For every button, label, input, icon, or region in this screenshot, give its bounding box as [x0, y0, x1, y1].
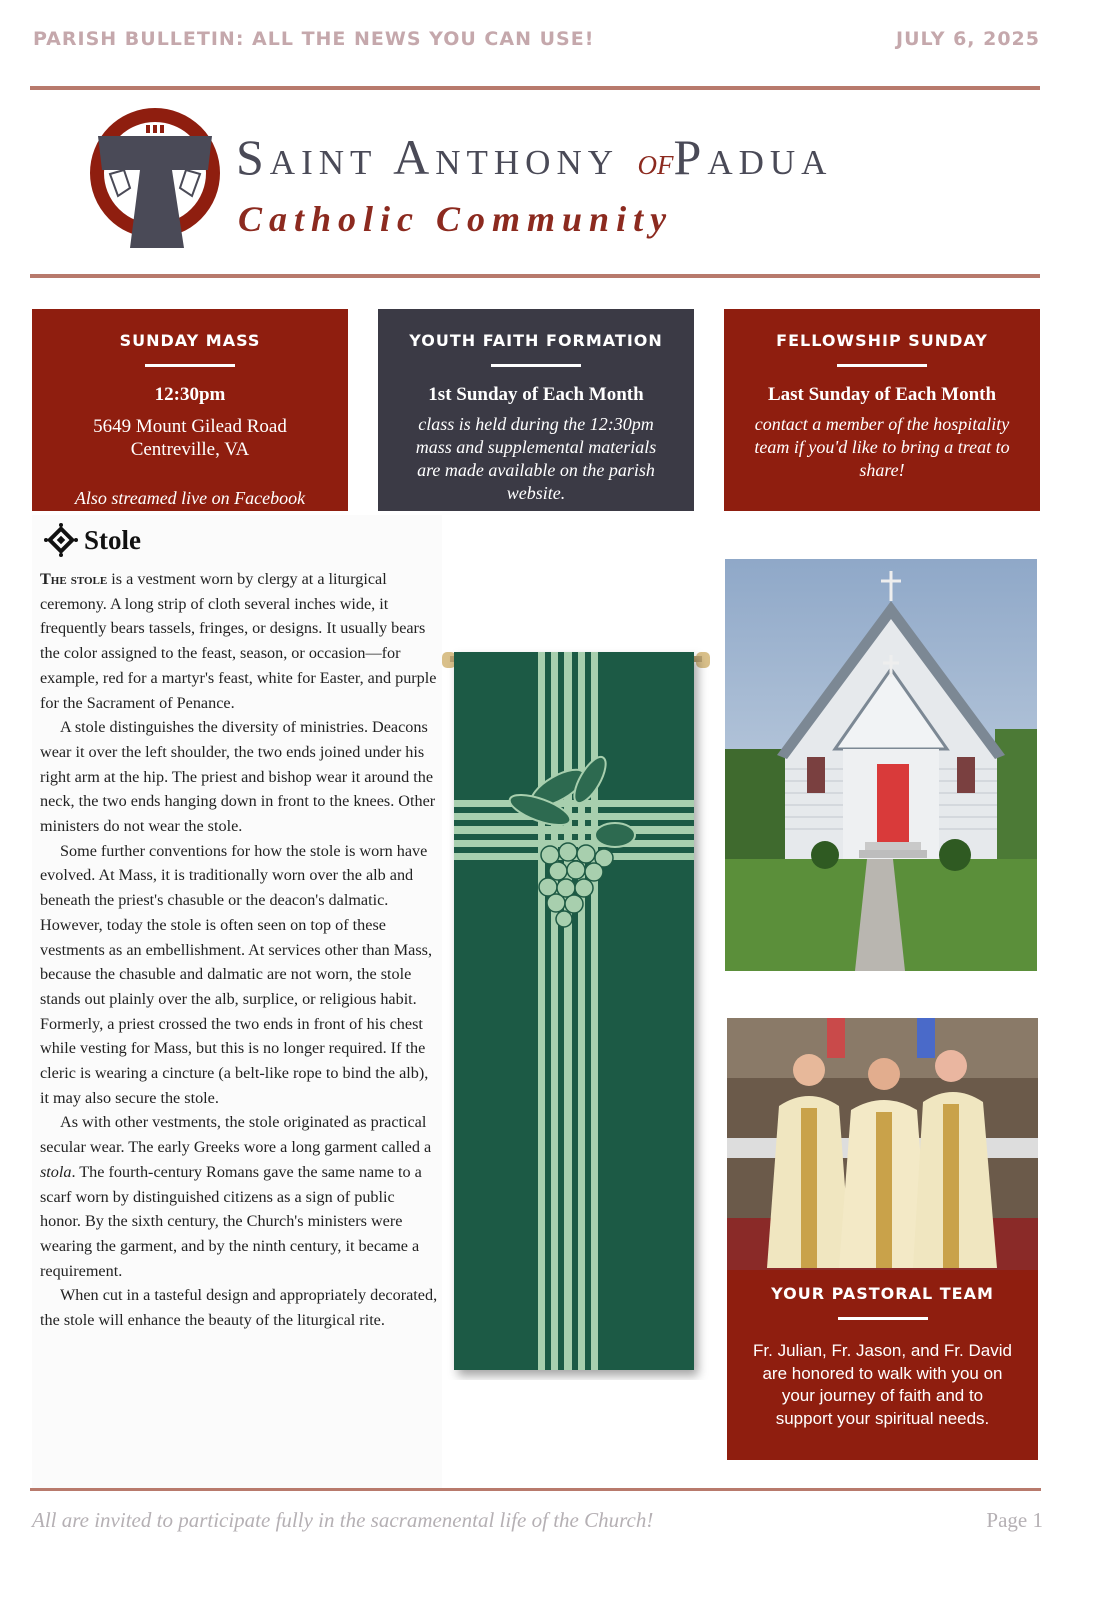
- paragraph: A stole distinguishes the diversity of ministries. Deacons wear it over the left shoulder, the two ends joined under his right arm at the hip. The priest and bishop wear it around the neck, the two ends hanging down in front to the knees. Other ministers do not wear the stole.: [40, 718, 436, 836]
- divider: [837, 364, 927, 367]
- mass-time: 12:30pm: [154, 384, 226, 405]
- divider: [838, 1317, 928, 1320]
- schedule: Last Sunday of Each Month: [767, 384, 997, 405]
- top-rule: [30, 86, 1040, 90]
- youth-formation-box: [378, 309, 694, 511]
- page-number: Page 1: [986, 1508, 1043, 1532]
- ornament-icon: [44, 523, 78, 557]
- stole-banner-image: [440, 640, 720, 1380]
- article-body: [40, 567, 438, 1333]
- address-line: Centreville, VA: [130, 439, 250, 460]
- box-note: contact a member of the hospitality team if you'd like to bring a treat to share!: [754, 414, 1010, 480]
- stole-article: [32, 515, 442, 1490]
- paragraph: As with other vestments, the stole originated as practical secular wear. The early Greeks wore a long garment called a stola. The fourth-century Romans gave the same name to a scarf worn by distinguished citizens as a sign of public honor. By the sixth century, the Church's ministers were wearing the garment, and by the ninth century, it became a requirement.: [40, 1113, 432, 1280]
- address-line: 5649 Mount Gilead Road: [93, 416, 287, 437]
- logo-title: Saint Anthony ofPadua: [236, 129, 833, 185]
- logo-subtitle: Catholic Community: [238, 199, 674, 239]
- bulletin-date: JULY 6, 2025: [896, 28, 1040, 50]
- fellowship-box: [724, 309, 1040, 511]
- schedule: 1st Sunday of Each Month: [428, 384, 644, 405]
- box-note: class is held during the 12:30pm mass and supplemental materials are made available on the parish website.: [415, 414, 657, 503]
- article-heading: [44, 523, 141, 557]
- pastoral-text: Fr. Julian, Fr. Jason, and Fr. David are honored to walk with you on your journey of faith and to support your spiritual needs.: [753, 1341, 1012, 1428]
- mid-rule: [30, 274, 1040, 278]
- divider: [491, 364, 581, 367]
- parish-logo: [90, 108, 990, 258]
- stream-note: Also streamed live on Facebook: [74, 488, 306, 508]
- box-title: FELLOWSHIP SUNDAY: [776, 331, 988, 350]
- church-photo: [725, 559, 1037, 971]
- footer-rule: [30, 1488, 1041, 1491]
- box-title: SUNDAY MASS: [119, 331, 261, 350]
- pastoral-team-photo: [727, 1018, 1038, 1270]
- paragraph: The stole is a vestment worn by clergy at a liturgical ceremony. A long strip of cloth several inches wide, it frequently bears tassels, fringes, or designs. It usually bears the color assigned to the feast, season, or occasion—for example, red for a martyr's feast, white for Easter, and purple for the Sacrament of Penance.: [40, 570, 437, 712]
- footer-tagline: All are invited to participate fully in the sacramenental life of the Church!: [32, 1508, 654, 1532]
- paragraph: Some further conventions for how the stole is worn have evolved. At Mass, it is traditionally worn over the alb and beneath the priest's chasuble or the deacon's dalmatic. However, today the stole is often seen on top of these vestments as an embellishment. At services other than Mass, because the chasuble and dalmatic are not worn, the stole stands out plainly over the alb, surplice, or religious habit. Formerly, a priest crossed the two ends in front of his chest while vesting for Mass, but this is no longer required. If the cleric is wearing a cincture (a belt-like rope to bind the alb), it may also secure the stole.: [40, 841, 433, 1107]
- sunday-mass-box: [32, 309, 348, 511]
- article-title: Stole: [84, 524, 141, 555]
- header-tagline: PARISH BULLETIN: ALL THE NEWS YOU CAN USE!: [33, 28, 595, 50]
- box-title: YOUTH FAITH FORMATION: [409, 331, 663, 350]
- box-title: YOUR PASTORAL TEAM: [771, 1284, 994, 1303]
- paragraph: When cut in a tasteful design and appropriately decorated, the stole will enhance the beauty of the liturgical rite.: [40, 1286, 438, 1330]
- divider: [145, 364, 235, 367]
- tau-cross-icon: [90, 108, 220, 248]
- pastoral-team-box: [727, 1270, 1038, 1460]
